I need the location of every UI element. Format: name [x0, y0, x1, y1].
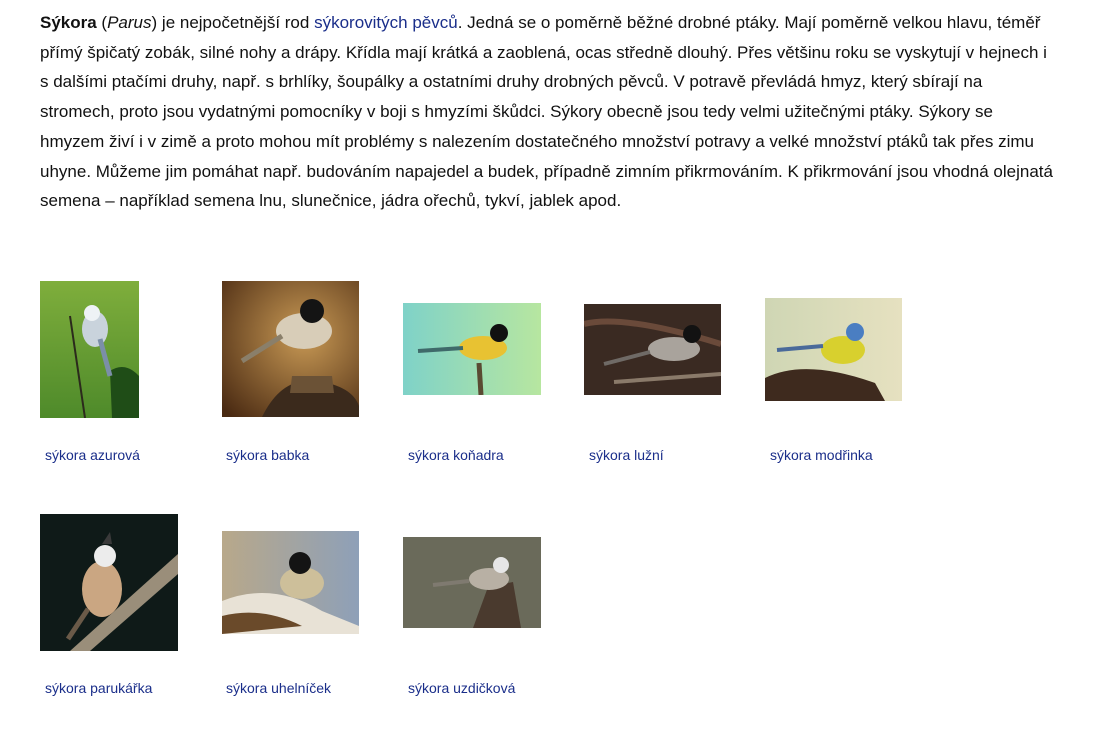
gallery-item-babka[interactable]	[222, 281, 362, 471]
caption-azurova[interactable]: sýkora azurová	[45, 447, 140, 463]
bird-photo-modrinka[interactable]	[765, 298, 902, 401]
intro-paragraph: Sýkora (Parus) je nejpočetnější rod sýkorovitých pěvců. Jedná se o poměrně běžné drobné ptáky. Mají poměrně velkou hlavu, téměř přímý špičatý zobák, silné nohy a drápy. Křídla mají krátká a zaoblená, ocas středně dlouhý. Přes většinu roku se vyskytují v hejnech i s dalšími ptačími druhy, např. s brhlíky, šoupálky a ostatními druhy drobných pěvců. V potravě převládá hmyz, který sbírají na stromech, proto jsou vydatnými pomocníky v boji s hmyzími škůdci. Sýkory obecně jsou tedy velmi užitečnými ptáky. Sýkory se hmyzem živí i v zimě a proto mohou mít problémy s nalezením dostatečného množství potravy a velké množství ptáků tak přes zimu uhyne. Můžeme jim pomáhat např. budováním napajedel a budek, případně zimním přikrmováním. K přikrmování jsou vhodná olejnatá semena – například semena lnu, slunečnice, jádra ořechů, tykví, jablek apod.	[40, 13, 1053, 211]
gallery-item-luzni[interactable]	[584, 281, 724, 471]
intro-text-after-link: . Jedná se o poměrně běžné drobné ptáky. Mají poměrně velkou hlavu, téměř přímý špičatý zobák, silné nohy a drápy. Křídla mají krátká a zaoblená, ocas středně dlouhý. Přes většinu roku se vyskytují v hejnech i s dalšími ptačími druhy, např. s brhlíky, šoupálky a ostatními druhy drobných pěvců. V potravě převládá hmyz, který sbírají na stromech, proto jsou vydatnými pomocníky v boji s hmyzími škůdci. Sýkory obecně jsou tedy velmi užitečnými ptáky. Sýkory se hmyzem živí i v zimě a proto mohou mít problémy s nalezením dostatečného množství potravy a velké množství ptáků tak přes zimu uhyne. Můžeme jim pomáhat např. budováním napajedel a budek, případně zimním přikrmováním. K přikrmování jsou vhodná olejnatá semena – například semena lnu, slunečnice, jádra ořechů, tykví, jablek apod.	[40, 13, 1053, 211]
passerine-family-link[interactable]: sýkorovitých pěvců	[314, 13, 458, 32]
gallery-item-azurova[interactable]	[40, 281, 180, 471]
bird-photo-uzdickova[interactable]	[403, 537, 541, 628]
bird-photo-parukarka[interactable]	[40, 514, 178, 651]
intro-latin-name: Parus	[107, 13, 152, 32]
gallery-item-uhelnicek[interactable]	[222, 514, 362, 704]
intro-text-before-link: je nejpočetnější rod	[157, 13, 315, 32]
caption-konadra[interactable]: sýkora koňadra	[408, 447, 504, 463]
gallery-item-parukarka[interactable]	[40, 514, 180, 704]
caption-luzni[interactable]: sýkora lužní	[589, 447, 664, 463]
caption-parukarka[interactable]: sýkora parukářka	[45, 680, 153, 696]
intro-title: Sýkora	[40, 13, 97, 32]
bird-photo-babka[interactable]	[222, 281, 359, 417]
bird-photo-uhelnicek[interactable]	[222, 531, 359, 634]
gallery-item-modrinka[interactable]	[765, 281, 905, 471]
caption-uhelnicek[interactable]: sýkora uhelníček	[226, 680, 332, 696]
gallery-item-konadra[interactable]	[403, 281, 543, 471]
bird-photo-konadra[interactable]	[403, 303, 541, 395]
caption-uzdickova[interactable]: sýkora uzdičková	[408, 680, 516, 696]
bird-photo-azurova[interactable]	[40, 281, 139, 418]
caption-modrinka[interactable]: sýkora modřinka	[770, 447, 873, 463]
bird-photo-luzni[interactable]	[584, 304, 721, 395]
gallery-item-uzdickova[interactable]	[403, 514, 543, 704]
caption-babka[interactable]: sýkora babka	[226, 447, 310, 463]
